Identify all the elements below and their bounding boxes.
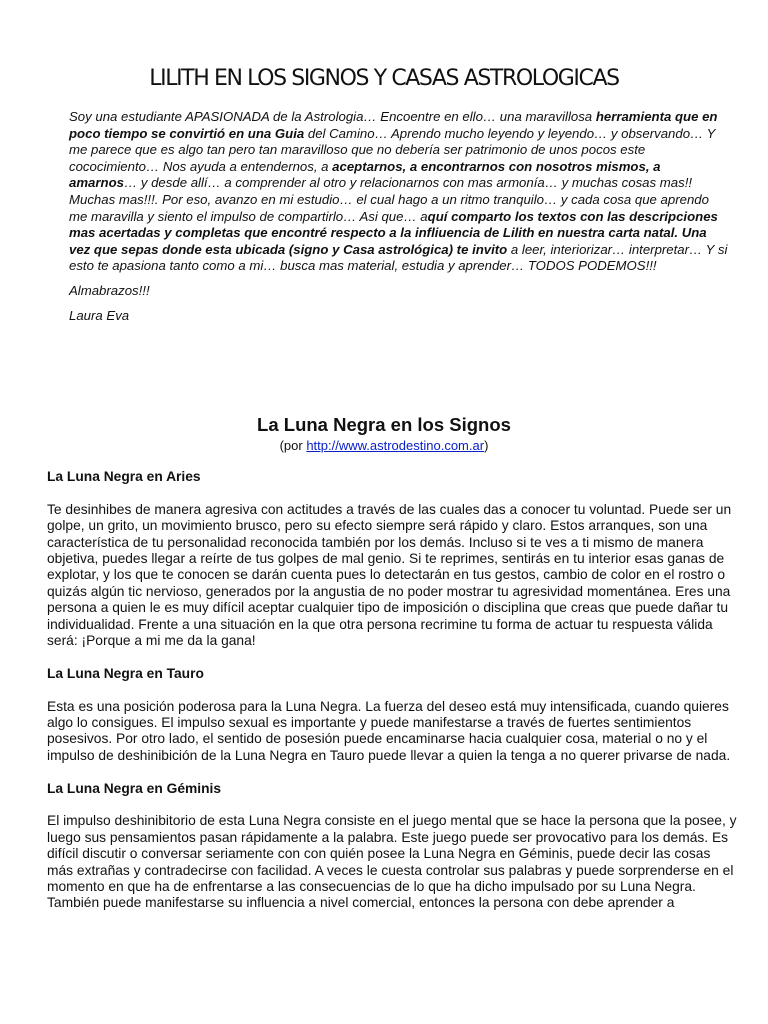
sign-text-tauro: Esta es una posición poderosa para la Luna Negra. La fuerza del deseo está muy intensificada, cuando quieres algo lo consigues. El impulso sexual es importante y puede manifestarse a través de fuertes sentimientos posesivos. Por otro lado, el sentido de posesión puede encaminarse hacia cualquier cosa, material o no y el impulso de deshinibición de la Luna Negra en Tauro puede llevar a quien la tenga a no querer privarse de nada. [47,698,731,763]
source-line: (por http://www.astrodestino.com.ar) [279,438,489,453]
sign-heading-aries: La Luna Negra en Aries [47,469,201,484]
sign-heading-geminis: La Luna Negra en Géminis [47,780,222,796]
source-link[interactable]: http://www.astrodestino.com.ar [306,438,485,453]
intro-greeting: Almabrazos!!! [69,282,150,298]
sign-text-aries: Te desinhibes de manera agresiva con actitudes a través de las cuales das a conocer tu voluntad. Puede ser un golpe, un grito, un movimiento brusco, pero su efecto siempre será rápido y claro. Estos arranques, son una característica de tu personalidad reconocida también por los demás. Incluso si te ves a ti mismo de manera objetiva, puedes llegar a reírte de tus golpes de mal genio. Si te reprimes, sentirás en tu interior esas ganas de explotar, y los que te conocen se darán cuenta pues lo detectarán en tus gestos, cambio de color en el rostro o quizás algún tic nervioso, generados por la angustia de no poder mostrar tu agresividad momentánea. Eres una persona a quien le es muy difícil aceptar cualquier tipo de imposición o disciplina que creas que puede dañar tu individualidad. Frente a una situación en la que otra persona recrimine tu forma de actuar tu respuesta válida será: ¡Porque a mi me da la gana! [47,501,732,649]
sign-heading-tauro: La Luna Negra en Tauro [47,665,204,681]
intro-section [69,109,729,336]
intro-paragraph: Soy una estudiante APASIONADA de la Astrologia… Encoentre en ello… una maravillosa herramienta que en poco tiempo se convirtió en una Guia del Camino… Aprendo mucho leyendo y leyendo… y observando… Y me parece que es algo tan pero tan maravilloso que no debería ser patrimonio de unos pocos este cococimiento… Nos ayuda a entendernos, a aceptarnos, a encontrarnos con nosotros mismos, a amarnos… y desde allí… a comprender al otro y relacionarnos con mas armonía… y muchas cosas mas!! Muchas mas!!!. Por eso, avanzo en mi estudio… el cual hago a un ritmo tranquilo… y cada cosa que aprendo me maravilla y siento el impulso de compartirlo… Asi que… aquí comparto los textos con las descripciones mas acertadas y completas que encontré respecto a la infliuencia de Lilith en nuestra carta natal. Una vez que sepas donde esta ubicada (signo y Casa astrológica) te invito a leer, interiorizar… interpretar… Y si esto te apasiona tanto como a mi… busca mas material, estudia y aprender… TODOS PODEMOS!!! [69,109,728,274]
signs-body [47,469,737,928]
section-title: La Luna Negra en los Signos [257,414,511,435]
sign-text-geminis: El impulso deshinibitorio de esta Luna Negra consiste en el juego mental que se hace la persona que la posee, y luego sus pensamientos pasan rápidamente a la palabra. Este juego puede ser provocativo para los demás. Es difícil discutir o conversar seriamente con con quién posee la Luna Negra en Géminis, puede decir las cosas más extrañas y contradecirse con facilidad. A veces le cuesta controlar sus palabras y puede sorprenderse en el momento en que ha de enfrentarse a las consecuencias de lo que ha dicho impulsado por su Luna Negra. También puede manifestarse su influencia a nivel comercial, entonces la persona con debe aprender a [47,813,737,911]
page-title: LILITH EN LOS SIGNOS Y CASAS ASTROLOGICAS [149,66,619,91]
intro-signature: Laura Eva [69,307,130,323]
